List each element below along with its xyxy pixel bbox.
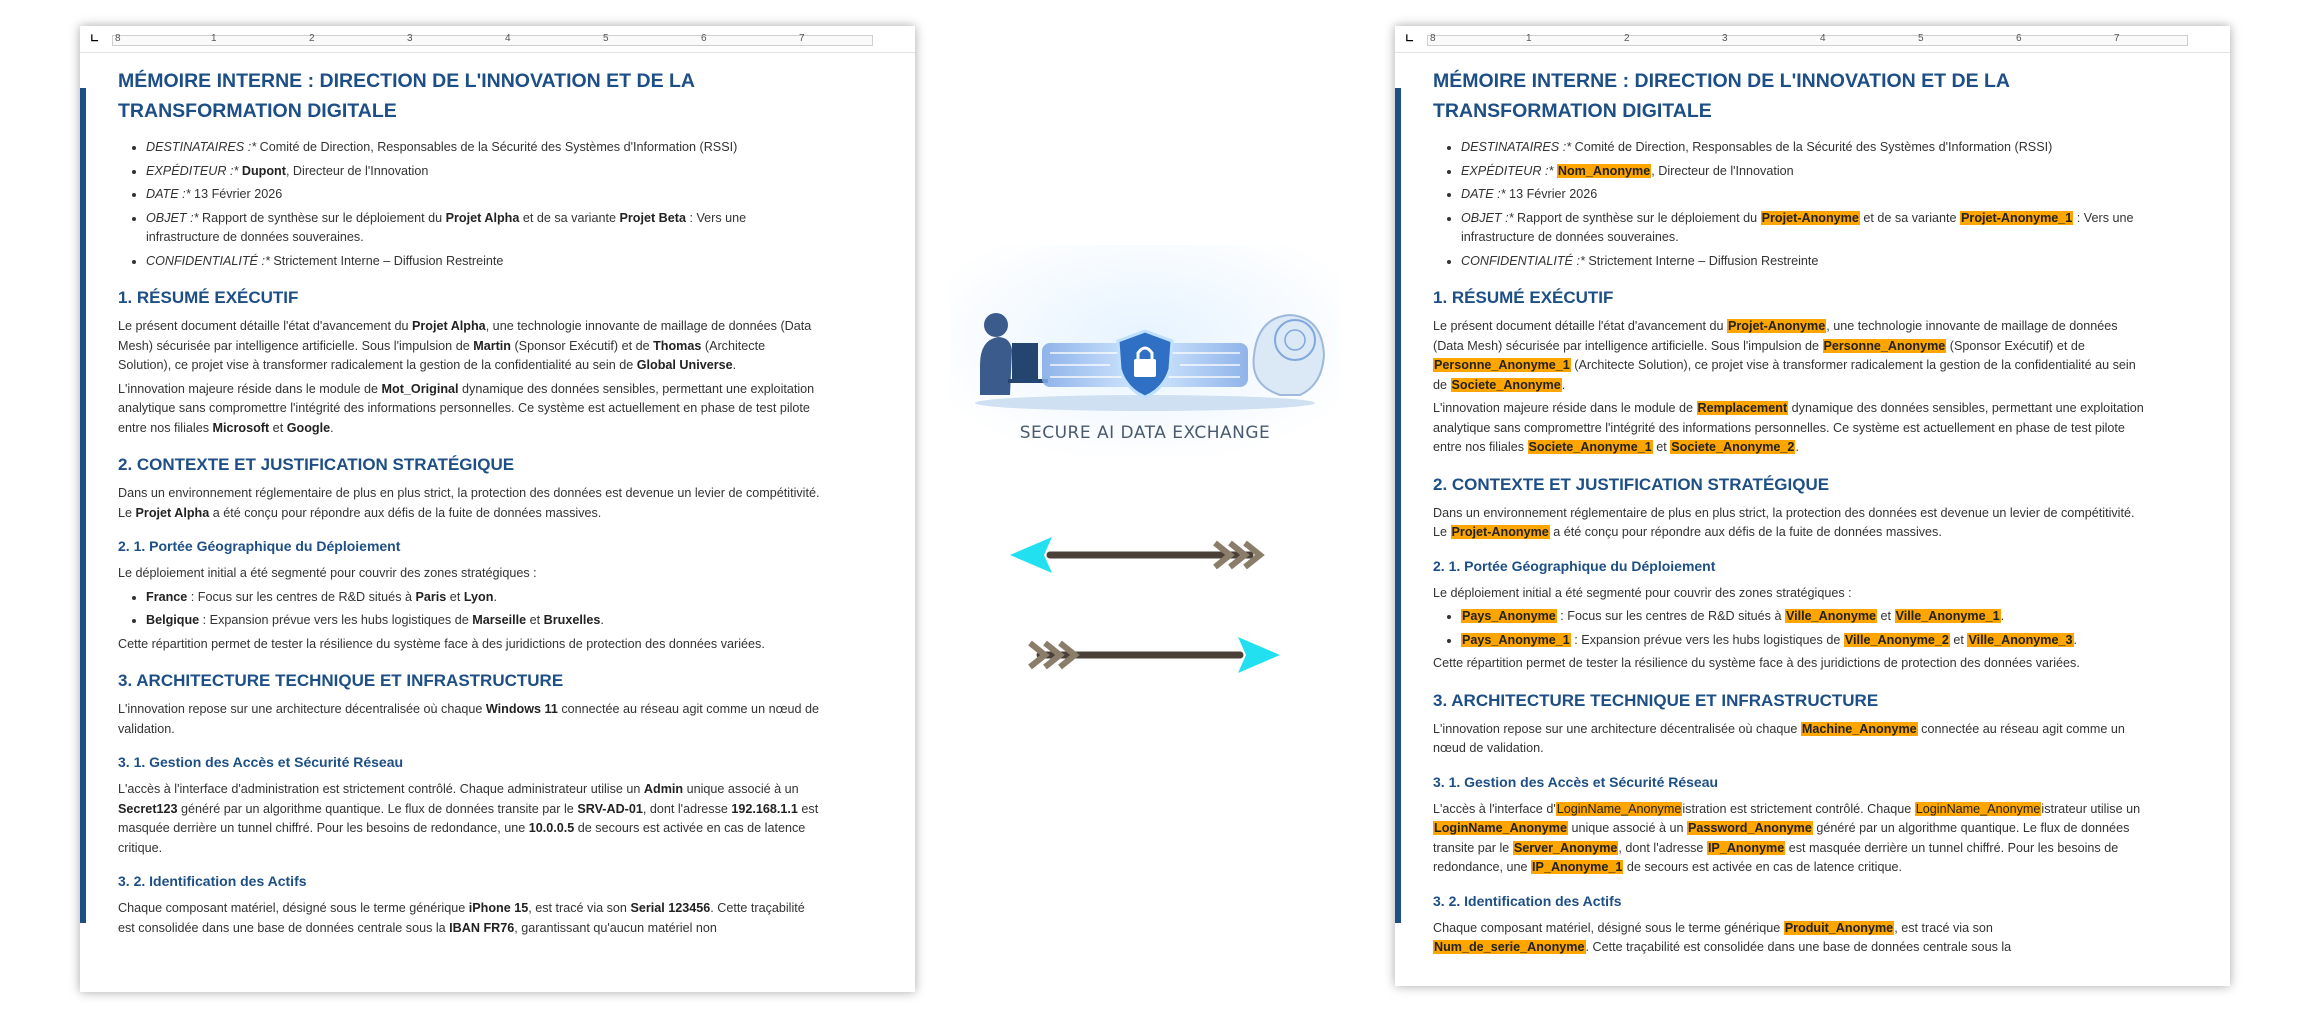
text-run: Strictement Interne – Diffusion Restreinte: [1584, 253, 1819, 268]
text-run: . Cette traçabilité est consolidée dans une base de données centrale sous la: [118, 901, 805, 935]
section-heading: 3. ARCHITECTURE TECHNIQUE ET INFRASTRUCTURE: [1433, 690, 1879, 710]
subsection-heading: 2. 1. Portée Géographique du Déploiement: [1433, 557, 1716, 574]
text-run: , Directeur de l'Innovation: [1651, 163, 1794, 178]
anonymized-token: Ville_Anonyme: [1785, 609, 1877, 623]
anonymized-token: IP_Anonyme: [1707, 840, 1785, 855]
margin-bar: [80, 88, 86, 923]
text-run: Rapport de synthèse sur le déploiement du: [1513, 210, 1761, 225]
text-run: : Expansion prévue vers les hubs logistiques de: [199, 613, 473, 627]
text-run: Cette répartition permet de tester la résilience du système face à des juridictions de protection des données variées.: [1433, 656, 2080, 670]
ruler[interactable]: [1395, 26, 2230, 53]
text-run: . Cette traçabilité est consolidée dans une base de données centrale sous la: [1585, 940, 2012, 954]
text-run: a été conçu pour répondre aux défis de la fuite de données massives.: [1549, 525, 1942, 539]
paragraph: [1433, 654, 2150, 674]
text-run: Dans un environnement réglementaire de plus en plus strict, la protection des données est devenue un levier de compétitivité. Le: [1433, 505, 2135, 539]
entity-text: Paris: [415, 589, 447, 604]
anonymized-token: Projet-Anonyme_1: [1961, 210, 2073, 225]
meta-item: [1461, 209, 2150, 248]
anonymized-token: Ville_Anonyme_3: [1968, 632, 2073, 647]
text-run: , garantissant qu'aucun matériel non: [514, 920, 717, 935]
text-run: Chaque composant matériel, désigné sous le terme générique: [1433, 920, 1784, 935]
tab-selector-icon[interactable]: ∟: [1405, 32, 1415, 45]
paragraph: [1433, 399, 2150, 458]
anonymized-token: Pays_Anonyme: [1462, 609, 1556, 623]
tab-selector-icon[interactable]: ∟: [90, 32, 100, 45]
text-run: : Vers une infrastructure de données souveraines.: [1461, 210, 2134, 244]
text-run: .: [732, 358, 737, 372]
entity-text: IBAN FR76: [449, 920, 515, 935]
section-heading: 2. CONTEXTE ET JUSTIFICATION STRATÉGIQUE: [118, 455, 515, 474]
text-run: istration est strictement contrôlé. Chaque: [1682, 801, 1915, 816]
secure-ai-icon: [950, 245, 1340, 455]
ruler-track[interactable]: 8 1 2 3 4 5 6 7: [1427, 35, 2188, 46]
anonymized-token: Ville_Anonyme_1: [1895, 609, 2000, 623]
entity-text: Global Universe: [636, 358, 733, 372]
text-run: Rapport de synthèse sur le déploiement du: [198, 210, 446, 225]
subsection-heading: 2. 1. Portée Géographique du Déploiement: [118, 538, 401, 554]
meta-label: EXPÉDITEUR :*: [146, 163, 239, 178]
text-run: 13 Février 2026: [190, 187, 283, 201]
list-item: [146, 611, 820, 631]
anonymized-token: Nom_Anonyme: [1557, 163, 1651, 178]
paragraph: [118, 484, 820, 523]
document-body[interactable]: [118, 66, 820, 942]
text-run: unique associé à un: [683, 782, 799, 796]
meta-item: [146, 252, 820, 272]
text-run: est masquée derrière un tunnel chiffré. Pour les besoins de redondance, une: [1433, 840, 2119, 874]
entity-text: Projet Alpha: [411, 319, 486, 333]
entity-text: SRV-AD-01: [577, 801, 643, 816]
entity-text: 10.0.0.5: [528, 821, 575, 835]
margin-bar: [1395, 88, 1401, 923]
text-run: de secours est activée en cas de latence critique.: [118, 821, 806, 855]
text-run: (Sponsor Exécutif) et de: [1946, 338, 2085, 353]
section-heading: 2. CONTEXTE ET JUSTIFICATION STRATÉGIQUE: [1433, 474, 1830, 494]
anonymized-token: Projet-Anonyme: [1451, 525, 1549, 539]
text-run: Chaque composant matériel, désigné sous le terme générique: [118, 901, 469, 915]
meta-label: CONFIDENTIALITÉ :*: [1461, 253, 1585, 268]
arrow-right-icon: [1010, 635, 1280, 675]
paragraph: [1433, 800, 2150, 878]
meta-item: [1461, 138, 2150, 158]
meta-item: [1461, 252, 2150, 272]
meta-label: DESTINATAIRES :*: [146, 140, 257, 154]
entity-text: 192.168.1.1: [731, 801, 798, 816]
anonymized-token: Societe_Anonyme: [1451, 377, 1561, 392]
text-run: Strictement Interne – Diffusion Restreinte: [269, 253, 504, 268]
text-run: : Expansion prévue vers les hubs logistiques de: [1570, 632, 1844, 647]
anonymized-token: LoginName_Anonyme: [1915, 801, 2041, 816]
text-run: L'accès à l'interface d': [1433, 801, 1556, 816]
anonymized-token: Remplacement: [1697, 401, 1788, 415]
original-document: [80, 26, 915, 992]
text-run: et de sa variante: [519, 210, 620, 225]
text-run: .: [2000, 609, 2005, 623]
entity-text: Serial 123456: [630, 901, 711, 915]
text-run: Dans un environnement réglementaire de plus en plus strict, la protection des données est devenue un levier de compétitivité. Le: [118, 486, 820, 520]
text-run: , est tracé via son: [1894, 920, 1993, 935]
text-run: L'innovation majeure réside dans le module de: [118, 381, 382, 396]
text-run: , dont l'adresse: [642, 801, 732, 816]
subsection-heading: 3. 1. Gestion des Accès et Sécurité Réseau: [118, 754, 404, 770]
bullet-list: [118, 588, 820, 631]
paragraph: [118, 635, 820, 655]
entity-text: Mot_Original: [381, 381, 459, 396]
text-run: : Vers une infrastructure de données souveraines.: [146, 210, 747, 244]
text-run: .: [1795, 440, 1799, 454]
entity-text: Bruxelles: [543, 613, 601, 627]
entity-text: Marseille: [472, 613, 527, 627]
text-run: et: [526, 613, 544, 627]
text-run: et: [1652, 440, 1671, 454]
anonymized-token: LoginName_Anonyme: [1556, 801, 1682, 816]
text-run: : Focus sur les centres de R&D situés à: [187, 589, 416, 604]
text-run: L'innovation repose sur une architecture décentralisée où chaque: [1433, 721, 1801, 736]
entity-text: Belgique: [146, 613, 200, 627]
anonymized-token: IP_Anonyme_1: [1532, 860, 1623, 874]
text-run: .: [600, 613, 604, 627]
text-run: de secours est activée en cas de latence critique.: [1623, 860, 1902, 874]
text-run: et de sa variante: [1859, 210, 1961, 225]
text-run: , est tracé via son: [528, 901, 631, 915]
text-run: et: [1877, 609, 1895, 623]
text-run: (Architecte Solution), ce projet vise à transformer radicalement la gestion de la confidentialité au sein de: [118, 338, 766, 372]
entity-text: Admin: [643, 782, 684, 796]
sections: [1433, 287, 2150, 958]
anonymized-token: Password_Anonyme: [1688, 821, 1812, 835]
text-run: Le présent document détaille l'état d'avancement du: [1433, 319, 1727, 333]
anonymized-document: [1395, 26, 2230, 986]
entity-text: Martin: [473, 338, 511, 353]
text-run: et: [1949, 632, 1968, 647]
entity-text: Google: [286, 420, 331, 435]
text-run: généré par un algorithme quantique. Le flux de données transite par le: [1433, 821, 2130, 855]
document-title: MÉMOIRE INTERNE : DIRECTION DE L'INNOVATION ET DE LA TRANSFORMATION DIGITALE: [118, 70, 695, 122]
text-run: généré par un algorithme quantique. Le flux de données transite par le: [177, 801, 578, 816]
paragraph: [118, 780, 820, 858]
anonymized-token: Societe_Anonyme_2: [1671, 440, 1795, 454]
meta-item: [1461, 162, 2150, 182]
text-run: 13 Février 2026: [1505, 187, 1598, 201]
anonymized-token: Projet-Anonyme: [1761, 210, 1859, 225]
anonymized-token: Personne_Anonyme_1: [1434, 358, 1570, 372]
text-run: Comité de Direction, Responsables de la Sécurité des Systèmes d'Information (RSSI): [1571, 140, 2053, 154]
list-item: [146, 588, 820, 608]
meta-label: OBJET :*: [1461, 210, 1514, 225]
entity-text: Projet Alpha: [445, 210, 520, 225]
paragraph: [1433, 720, 2150, 759]
text-run: Cette répartition permet de tester la résilience du système face à des juridictions de protection des données variées.: [118, 636, 765, 651]
text-run: Le déploiement initial a été segmenté pour couvrir des zones stratégiques :: [118, 566, 537, 580]
text-run: a été conçu pour répondre aux défis de la fuite de données massives.: [209, 505, 602, 520]
meta-item: [146, 162, 820, 182]
anonymized-token: Societe_Anonyme_1: [1528, 440, 1652, 454]
text-run: connectée au réseau agit comme un nœud de validation.: [1433, 721, 2125, 755]
graphic-caption: SECURE AI DATA EXCHANGE: [1019, 423, 1271, 443]
anonymized-token: Produit_Anonyme: [1784, 920, 1894, 935]
entity-text: Thomas: [653, 338, 702, 353]
entity-text: France: [146, 589, 188, 604]
paragraph: [1433, 317, 2150, 395]
paragraph: [118, 899, 820, 938]
section-heading: 1. RÉSUMÉ EXÉCUTIF: [118, 288, 299, 307]
paragraph: [1433, 504, 2150, 543]
meta-item: [146, 138, 820, 158]
meta-label: OBJET :*: [146, 210, 199, 225]
list-item: [1461, 631, 2150, 651]
list-item: [1461, 607, 2150, 627]
meta-label: EXPÉDITEUR :*: [1461, 163, 1554, 178]
bullet-list: [1433, 607, 2150, 650]
subsection-heading: 3. 1. Gestion des Accès et Sécurité Réseau: [1433, 773, 1719, 790]
anonymized-token: Server_Anonyme: [1513, 840, 1618, 855]
text-run: , Directeur de l'Innovation: [285, 163, 429, 178]
entity-text: Dupont: [241, 163, 286, 178]
text-run: est masquée derrière un tunnel chiffré. Pour les besoins de redondance, une: [118, 801, 819, 835]
text-run: (Sponsor Exécutif) et de: [510, 338, 654, 353]
paragraph: [118, 700, 820, 739]
entity-text: Microsoft: [212, 420, 270, 435]
anonymized-token: Personne_Anonyme: [1823, 338, 1946, 353]
text-run: et: [446, 589, 464, 604]
entity-text: Lyon: [463, 589, 494, 604]
anonymized-token: LoginName_Anonyme: [1434, 821, 1567, 835]
meta-label: CONFIDENTIALITÉ :*: [146, 253, 270, 268]
text-run: L'innovation repose sur une architecture décentralisée où chaque: [118, 702, 486, 716]
paragraph: [1433, 919, 2150, 958]
paragraph: [118, 380, 820, 439]
arrow-left-icon: [1010, 535, 1280, 575]
text-run: Le présent document détaille l'état d'avancement du: [118, 319, 412, 333]
text-run: (Architecte Solution), ce projet vise à transformer radicalement la gestion de la confidentialité au sein de: [1433, 358, 2136, 392]
text-run: istrateur utilise un: [2041, 801, 2141, 816]
text-run: Comité de Direction, Responsables de la Sécurité des Systèmes d'Information (RSSI): [256, 140, 738, 154]
anonymized-token: Num_de_serie_Anonyme: [1434, 940, 1585, 954]
text-run: .: [493, 589, 497, 604]
meta-list: [118, 138, 820, 271]
anonymized-token: Machine_Anonyme: [1801, 721, 1917, 736]
meta-label: DESTINATAIRES :*: [1461, 140, 1572, 154]
anonymized-token: Ville_Anonyme_2: [1844, 632, 1949, 647]
paragraph: [118, 564, 820, 584]
text-run: dynamique des données sensibles, permettant une exploitation analytique sans compromettre l'intégrité des informations personnelles. Ce système est actuellement en phase de test pilote entre nos filiales: [118, 381, 815, 435]
ruler[interactable]: [80, 26, 915, 53]
subsection-heading: 3. 2. Identification des Actifs: [1433, 892, 1622, 909]
text-run: .: [2073, 632, 2078, 647]
meta-item: [146, 185, 820, 205]
text-run: dynamique des données sensibles, permettant une exploitation analytique sans compromettre l'intégrité des informations personnelles. Ce système est actuellement en phase de test pilote entre nos filiales: [1433, 401, 2144, 454]
document-body[interactable]: [1433, 66, 2150, 962]
text-run: , une technologie innovante de maillage de données (Data Mesh) sécurisée par intelligence artificielle. Sous l'impulsion de: [118, 319, 812, 353]
meta-item: [146, 209, 820, 248]
meta-label: DATE :*: [1461, 187, 1506, 201]
section-heading: 3. ARCHITECTURE TECHNIQUE ET INFRASTRUCTURE: [118, 671, 564, 690]
document-title: MÉMOIRE INTERNE : DIRECTION DE L'INNOVATION ET DE LA TRANSFORMATION DIGITALE: [1433, 70, 2010, 122]
sections: [118, 287, 820, 938]
text-run: L'accès à l'interface d'administration est strictement contrôlé. Chaque administrateur utilise un: [118, 782, 644, 796]
meta-list: [1433, 138, 2150, 271]
text-run: .: [1561, 377, 1566, 392]
text-run: Le déploiement initial a été segmenté pour couvrir des zones stratégiques :: [1433, 585, 1852, 600]
text-run: , une technologie innovante de maillage de données (Data Mesh) sécurisée par intelligence artificielle. Sous l'impulsion de: [1433, 319, 2118, 353]
text-run: connectée au réseau agit comme un nœud de validation.: [118, 702, 819, 736]
meta-label: DATE :*: [146, 187, 191, 201]
text-run: .: [330, 420, 334, 435]
ruler-track[interactable]: 8 1 2 3 4 5 6 7: [112, 35, 873, 46]
entity-text: iPhone 15: [468, 901, 529, 915]
text-run: L'innovation majeure réside dans le module de: [1433, 401, 1697, 415]
entity-text: Windows 11: [485, 702, 558, 716]
entity-text: Projet Beta: [619, 210, 686, 225]
subsection-heading: 3. 2. Identification des Actifs: [118, 873, 307, 889]
paragraph: [1433, 584, 2150, 604]
meta-item: [1461, 185, 2150, 205]
text-run: , dont l'adresse: [1618, 840, 1707, 855]
section-heading: 1. RÉSUMÉ EXÉCUTIF: [1433, 288, 1614, 307]
entity-text: Projet Alpha: [135, 505, 210, 520]
anonymized-token: Projet-Anonyme: [1727, 319, 1826, 333]
paragraph: [118, 317, 820, 376]
entity-text: Secret123: [118, 801, 178, 816]
text-run: unique associé à un: [1567, 821, 1687, 835]
text-run: et: [269, 420, 287, 435]
anonymized-token: Pays_Anonyme_1: [1462, 632, 1570, 647]
text-run: : Focus sur les centres de R&D situés à: [1556, 609, 1785, 623]
secure-ai-illustration: [950, 245, 1340, 455]
